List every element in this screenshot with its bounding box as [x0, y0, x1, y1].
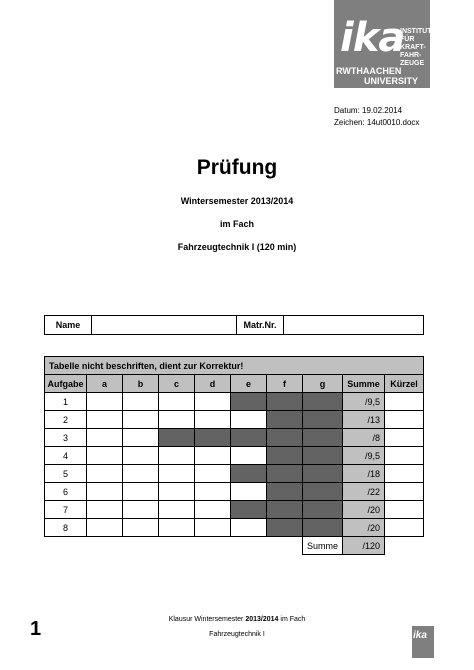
blocked-cell [303, 411, 343, 429]
initials-cell[interactable] [385, 465, 424, 483]
footer-text: Klausur Wintersemester [168, 616, 246, 623]
score-cell[interactable] [231, 447, 267, 465]
max-points: /8 [343, 429, 385, 447]
initials-cell[interactable] [385, 429, 424, 447]
header-g: g [303, 375, 343, 393]
total-max-points: /120 [343, 537, 385, 555]
header-sum: Summe [343, 375, 385, 393]
score-cell[interactable] [159, 501, 195, 519]
in-subject: im Fach [219, 219, 254, 229]
header-task: Aufgabe [45, 375, 87, 393]
blocked-cell [267, 519, 303, 537]
blocked-cell [267, 429, 303, 447]
score-cell[interactable] [123, 393, 159, 411]
score-cell[interactable] [159, 393, 195, 411]
page-title: Prüfung [196, 156, 278, 179]
blocked-cell [303, 483, 343, 501]
blocked-cell [231, 465, 267, 483]
score-cell[interactable] [123, 483, 159, 501]
footer-text: im Fach [278, 616, 306, 623]
blocked-cell [303, 501, 343, 519]
task-number: 2 [45, 411, 87, 429]
blocked-cell [267, 447, 303, 465]
subject: Fahrzeugtechnik I (120 min) [177, 242, 297, 252]
score-cell[interactable] [87, 393, 123, 411]
logo-line: FAHR- [400, 52, 422, 59]
task-number: 8 [45, 519, 87, 537]
score-cell[interactable] [159, 519, 195, 537]
score-cell[interactable] [123, 411, 159, 429]
score-cell[interactable] [123, 447, 159, 465]
max-points: /18 [343, 465, 385, 483]
logo-rwth-line: RWTHAACHEN [336, 66, 402, 76]
footer-logo-mark: ika [413, 630, 427, 641]
blocked-cell [159, 429, 195, 447]
initials-cell[interactable] [385, 447, 424, 465]
score-cell[interactable] [123, 465, 159, 483]
header-b: b [123, 375, 159, 393]
initials-cell[interactable] [385, 501, 424, 519]
score-cell[interactable] [87, 465, 123, 483]
table-caption: Tabelle nicht beschriften, dient zur Korrektur! [45, 357, 424, 375]
score-cell[interactable] [87, 501, 123, 519]
semester: Wintersemester 2013/2014 [180, 196, 294, 206]
score-cell[interactable] [195, 501, 231, 519]
logo-university-text [336, 66, 418, 86]
score-cell[interactable] [159, 447, 195, 465]
logo-line: INSTITUT [400, 28, 432, 35]
score-cell[interactable] [87, 429, 123, 447]
logo-line: ZEUGE [400, 60, 425, 67]
blocked-cell [267, 483, 303, 501]
max-points: /9,5 [343, 393, 385, 411]
task-number: 1 [45, 393, 87, 411]
score-cell[interactable] [195, 447, 231, 465]
total-label: Summe [303, 537, 343, 555]
max-points: /9,5 [343, 447, 385, 465]
initials-cell[interactable] [385, 519, 424, 537]
score-cell[interactable] [159, 411, 195, 429]
score-cell[interactable] [195, 393, 231, 411]
document-reference: Zeichen: 14ut0010.docx [334, 118, 420, 127]
logo-line: KRAFT- [400, 44, 426, 51]
footer-line1 [0, 616, 474, 623]
score-cell[interactable] [123, 501, 159, 519]
name-field[interactable] [92, 316, 236, 334]
table-row [45, 447, 424, 465]
name-label: Name [55, 320, 81, 330]
blocked-cell [195, 429, 231, 447]
blocked-cell [303, 393, 343, 411]
logo-line: FÜR [400, 36, 415, 43]
score-cell[interactable] [87, 483, 123, 501]
header-d: d [195, 375, 231, 393]
blocked-cell [303, 429, 343, 447]
blocked-cell [231, 393, 267, 411]
grading-table [44, 356, 424, 555]
task-number: 5 [45, 465, 87, 483]
initials-cell[interactable] [385, 393, 424, 411]
table-row [45, 483, 424, 501]
table-row [45, 501, 424, 519]
matr-label: Matr.Nr. [243, 320, 277, 330]
max-points: /20 [343, 501, 385, 519]
score-cell[interactable] [159, 465, 195, 483]
blocked-cell [267, 501, 303, 519]
matr-field[interactable] [284, 316, 422, 334]
blocked-cell [231, 501, 267, 519]
header-f: f [267, 375, 303, 393]
score-cell[interactable] [195, 519, 231, 537]
table-row [45, 519, 424, 537]
blocked-cell [231, 429, 267, 447]
task-number: 3 [45, 429, 87, 447]
initials-cell[interactable] [385, 483, 424, 501]
score-cell[interactable] [87, 519, 123, 537]
logo-mark: ika [340, 15, 405, 61]
score-cell[interactable] [195, 465, 231, 483]
blocked-cell [267, 411, 303, 429]
score-cell[interactable] [87, 447, 123, 465]
table-row [45, 411, 424, 429]
student-id-box [44, 315, 424, 335]
score-cell[interactable] [159, 483, 195, 501]
header-a: a [87, 375, 123, 393]
max-points: /20 [343, 519, 385, 537]
header-c: c [159, 375, 195, 393]
score-cell[interactable] [123, 519, 159, 537]
footer-line2: Fahrzeugtechnik I [209, 631, 265, 638]
score-cell[interactable] [195, 411, 231, 429]
blocked-cell [267, 465, 303, 483]
header-e: e [231, 375, 267, 393]
header-initials: Kürzel [385, 375, 424, 393]
table-row [45, 393, 424, 411]
task-number: 4 [45, 447, 87, 465]
score-cell[interactable] [231, 519, 267, 537]
max-points: /13 [343, 411, 385, 429]
task-number: 6 [45, 483, 87, 501]
page-number: 1 [30, 618, 42, 640]
score-cell[interactable] [231, 483, 267, 501]
total-row [45, 537, 424, 555]
logo-institute-text [400, 28, 432, 68]
footer-ika-logo [412, 626, 434, 658]
max-points: /22 [343, 483, 385, 501]
score-cell[interactable] [195, 483, 231, 501]
document-date: Datum: 19.02.2014 [334, 106, 403, 115]
blocked-cell [303, 519, 343, 537]
score-cell[interactable] [87, 411, 123, 429]
logo-university-line: UNIVERSITY [364, 76, 419, 86]
footer-semester: 2013/2014 [245, 616, 279, 623]
blocked-cell [303, 465, 343, 483]
table-row [45, 465, 424, 483]
initials-cell[interactable] [385, 411, 424, 429]
score-cell[interactable] [123, 429, 159, 447]
blocked-cell [267, 393, 303, 411]
blocked-cell [303, 447, 343, 465]
table-row [45, 429, 424, 447]
task-number: 7 [45, 501, 87, 519]
ika-logo [334, 0, 430, 88]
score-cell[interactable] [231, 411, 267, 429]
